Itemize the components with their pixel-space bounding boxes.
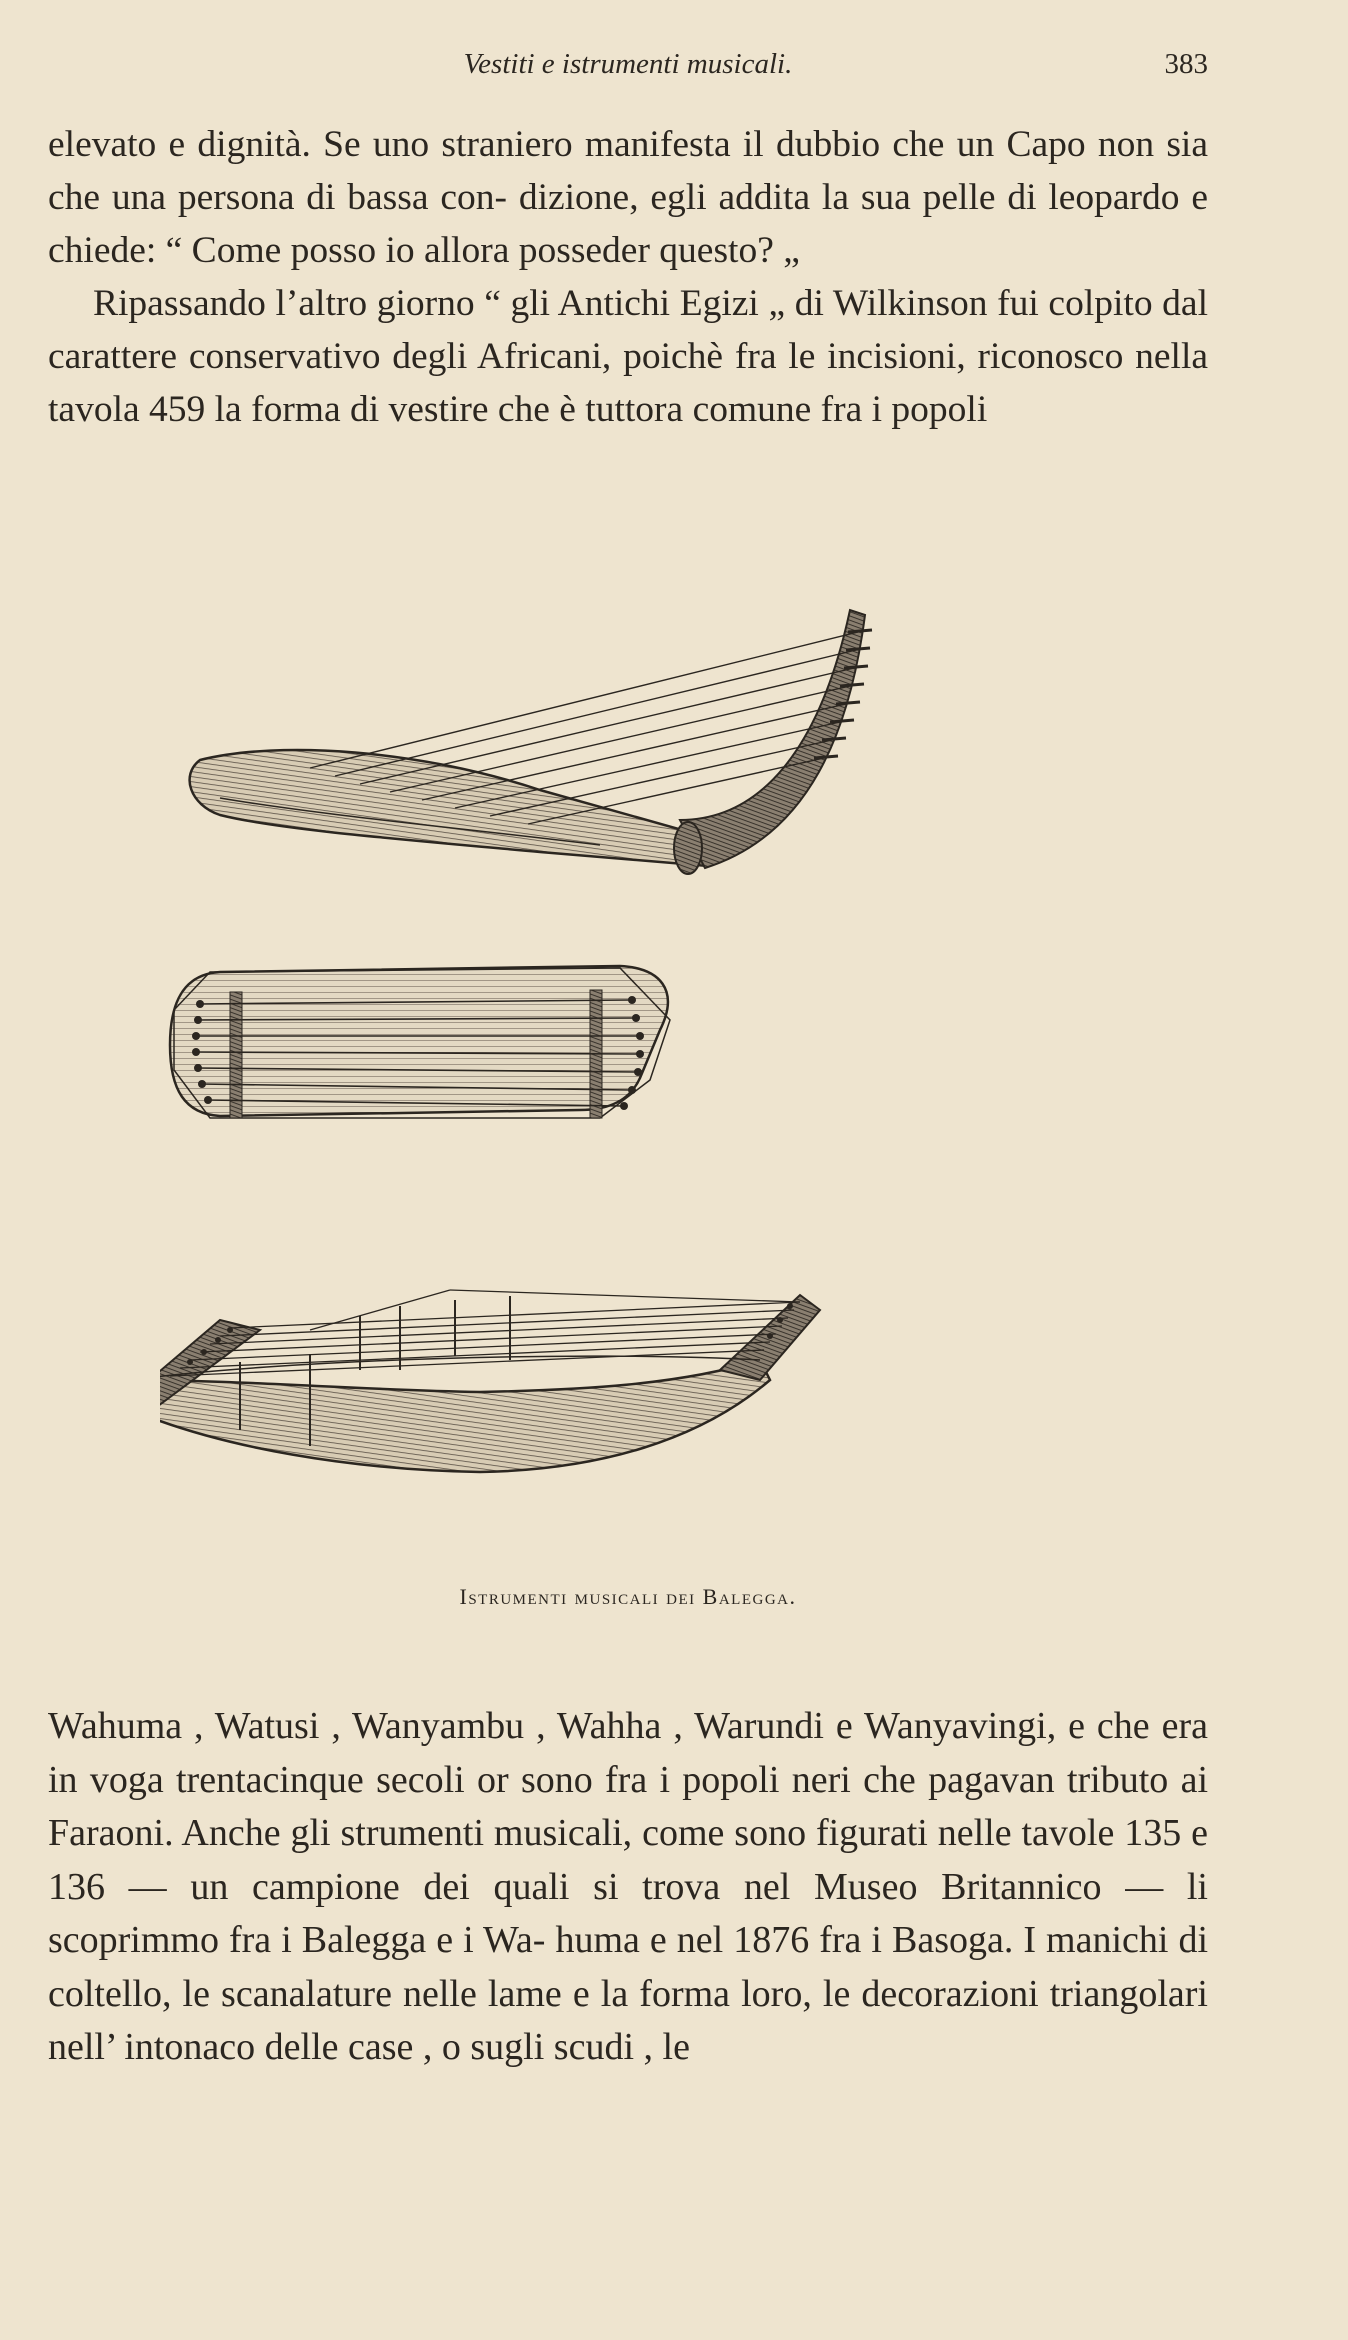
bottom-text-block bbox=[48, 1700, 1208, 2075]
running-head bbox=[48, 44, 1208, 84]
text-line: Museo Britannico — li scoprimmo fra i Balegga e i Wa- bbox=[48, 1865, 1208, 1961]
musical-instruments-figure bbox=[160, 590, 1100, 1580]
text-line: che un Capo non sia che una persona di bassa con- bbox=[48, 124, 1208, 218]
text-line: elevato e dignità. Se uno straniero manifesta il dubbio bbox=[48, 124, 881, 165]
instruments-engraving bbox=[160, 590, 1100, 1580]
running-title: Vestiti e istrumenti musicali. bbox=[463, 48, 793, 80]
paragraph-peoples bbox=[48, 1700, 1208, 2075]
bow-harp-illustration bbox=[190, 610, 872, 874]
page-number: 383 bbox=[1164, 48, 1208, 80]
figure-caption bbox=[48, 1584, 1208, 1610]
text-line: Anche gli strumenti musicali, come sono figurati nelle bbox=[181, 1812, 1012, 1854]
text-line: 459 la forma di vestire che è tuttora comune fra i popoli bbox=[149, 389, 988, 430]
text-line: huma e nel 1876 fra i Basoga. I manichi di coltello, le bbox=[48, 1919, 1209, 2015]
paragraph-wilkinson bbox=[48, 277, 1208, 436]
caption-text: Istrumenti musicali dei Balegga. bbox=[459, 1584, 797, 1609]
text-line: sono fra i popoli neri che pagavan tributo ai Faraoni. bbox=[48, 1758, 1209, 1854]
text-line: tavole 135 e 136 — un campione dei quali si trova nel bbox=[48, 1812, 1209, 1908]
text-line: Wilkinson fui colpito dal carattere conservativo degli bbox=[48, 283, 1208, 377]
trough-zither-illustration bbox=[160, 1290, 820, 1472]
text-line: Ripassando l’altro giorno “ gli Antichi Egizi „ di bbox=[93, 283, 824, 324]
text-line: scanalature nelle lame e la forma loro, le decorazioni bbox=[221, 1972, 1039, 2015]
text-line: triangolari nell’ intonaco delle case , o sugli scudi , le bbox=[48, 1972, 1208, 2068]
text-line: Africani, poichè fra le incisioni, riconosco nella tavola bbox=[48, 336, 1209, 430]
text-line: “ Come posso io allora posseder questo? „ bbox=[165, 230, 800, 271]
text-line: dizione, egli addita la sua pelle di leopardo e chiede: bbox=[48, 177, 1209, 271]
paragraph-continuation bbox=[48, 118, 1208, 277]
text-line: Wanyavingi, e che era in voga trentacinque secoli or bbox=[48, 1705, 1208, 1801]
text-line: Wahuma , Watusi , Wanyambu , Wahha , Warundi e bbox=[48, 1705, 853, 1747]
top-text-block bbox=[48, 118, 1208, 436]
board-zither-illustration bbox=[170, 966, 670, 1118]
